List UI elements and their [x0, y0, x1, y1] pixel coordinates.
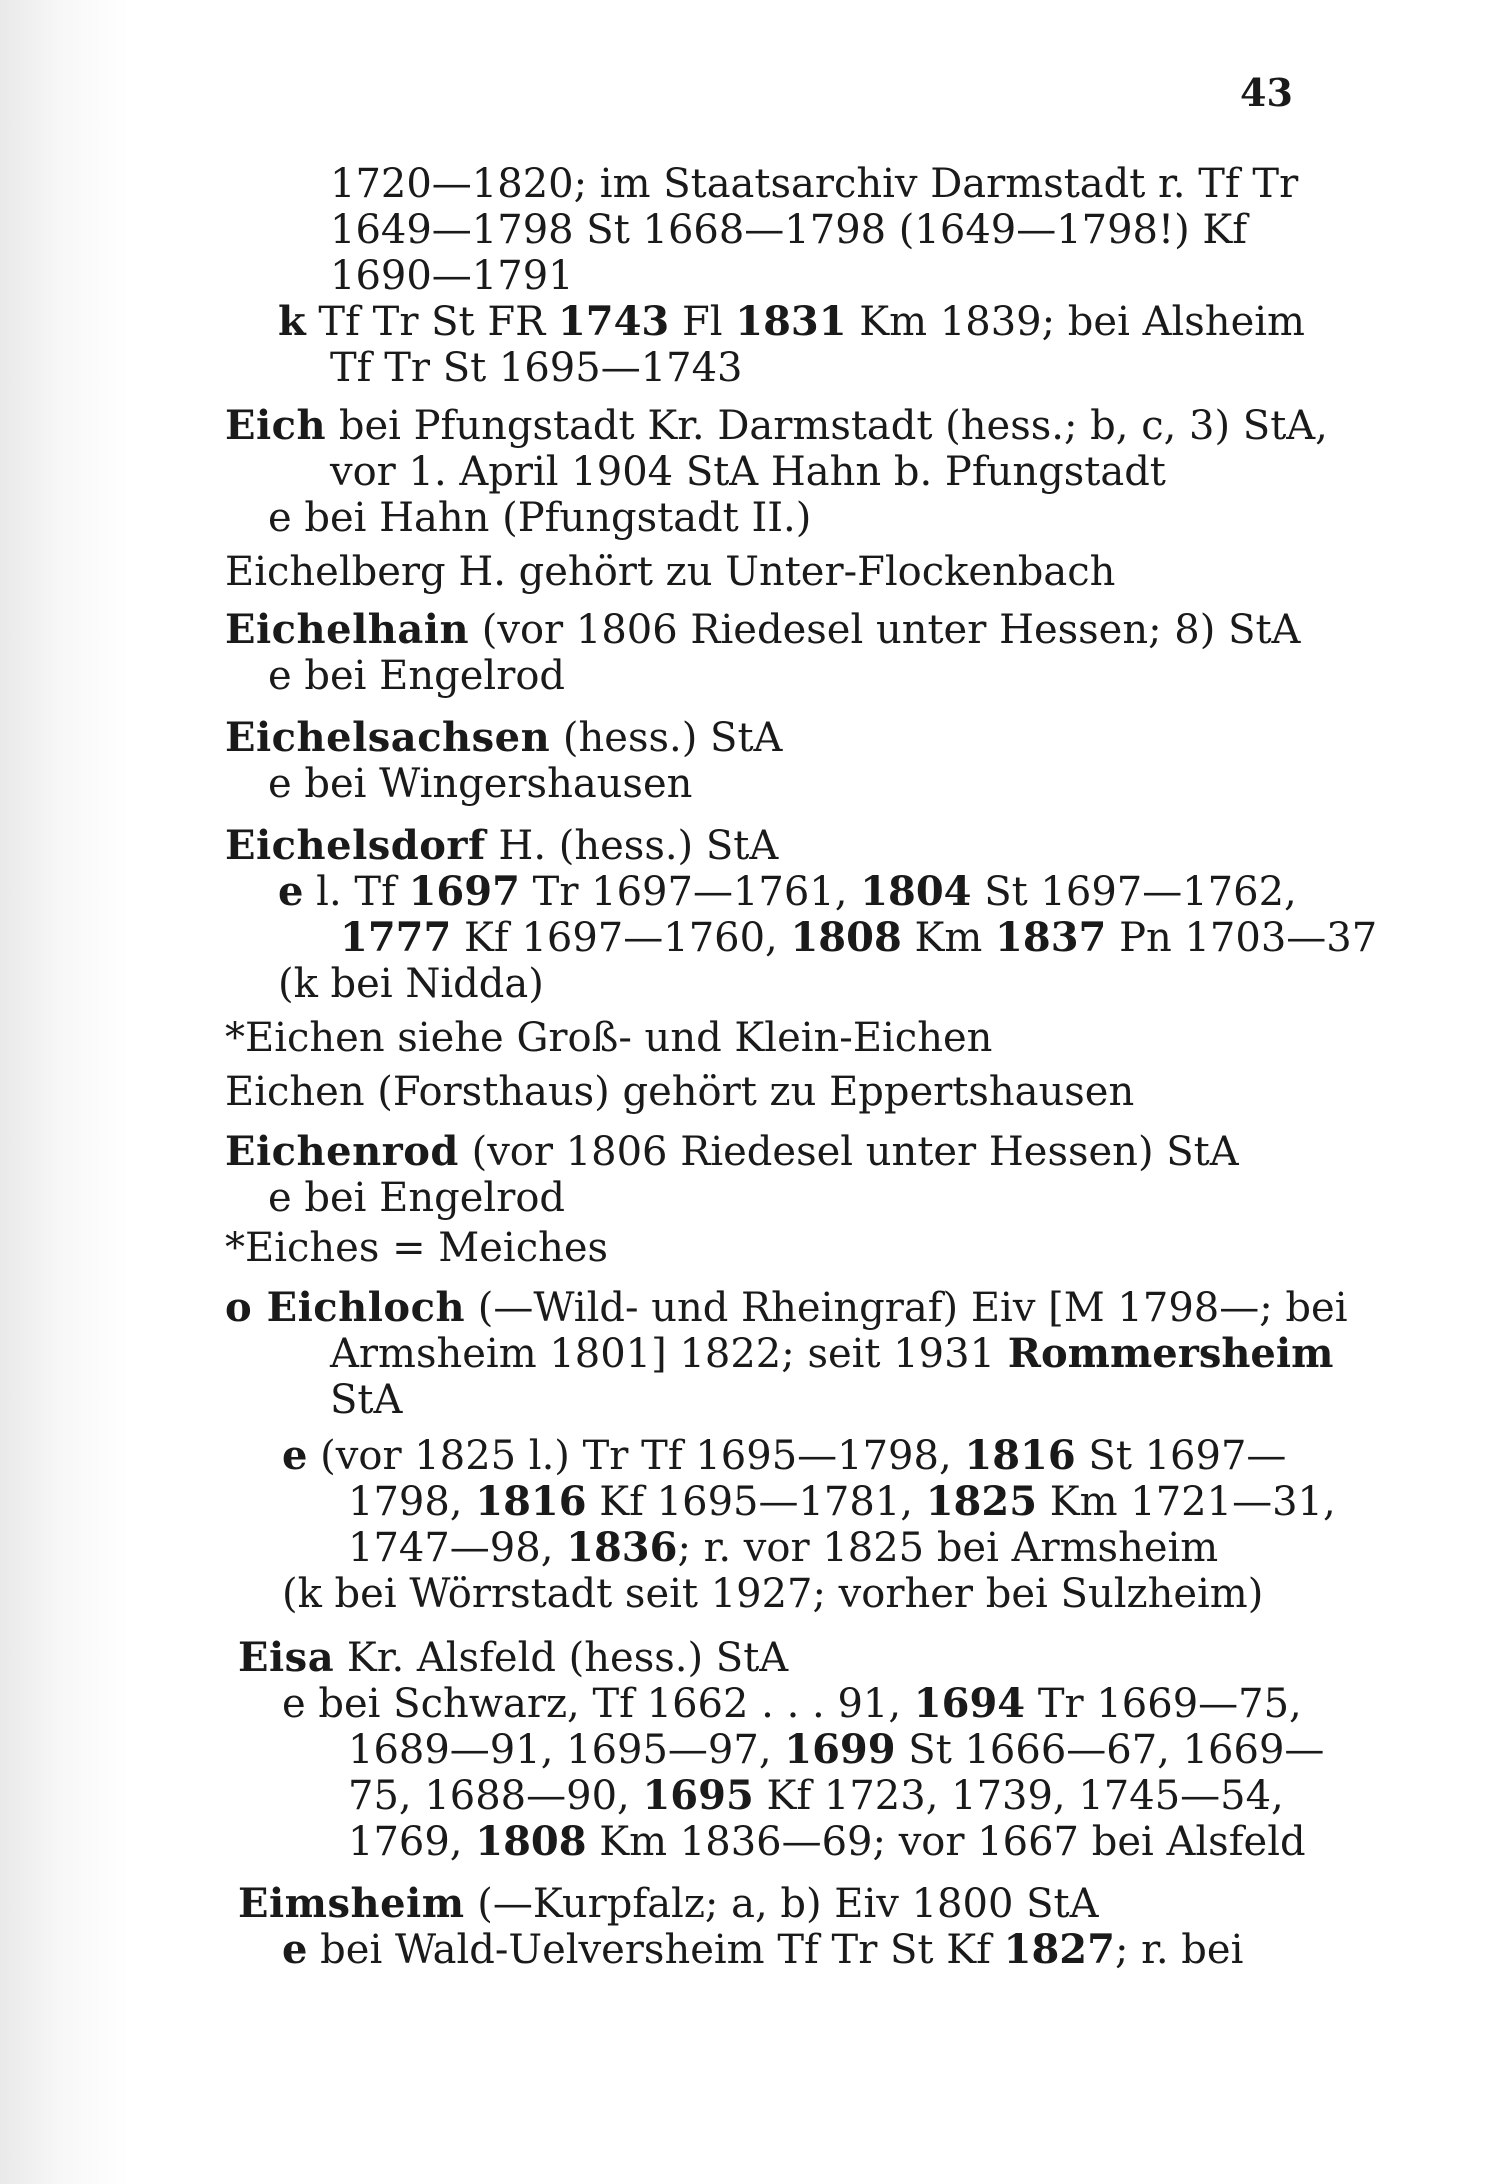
entry-line: 1798, 1816 Kf 1695—1781, 1825 Km 1721—31, [348, 1478, 1336, 1525]
entry-line: 1720—1820; im Staatsarchiv Darmstadt r. Tf Tr [330, 161, 1299, 207]
entry-line: Armsheim 1801] 1822; seit 1931 Rommersheim [330, 1330, 1334, 1377]
entry-eichelberg: Eichelberg H. gehört zu Unter-Flockenbach [225, 549, 1116, 595]
entry-line: e bei Hahn (Pfungstadt II.) [268, 495, 812, 541]
headword: Eichenrod [225, 1128, 459, 1175]
entry-eichelsachsen: Eichelsachsen (hess.) StA [225, 714, 783, 761]
entry-line: 75, 1688—90, 1695 Kf 1723, 1739, 1745—54, [348, 1772, 1284, 1819]
entry-line: e bei Engelrod [268, 653, 566, 699]
headword: Eichelhain [225, 606, 470, 653]
entry-line: k Tf Tr St FR 1743 Fl 1831 Km 1839; bei Alsheim [278, 298, 1305, 345]
entry-line: (k bei Nidda) [278, 961, 544, 1007]
entry-line: e (vor 1825 l.) Tr Tf 1695—1798, 1816 St 1697— [282, 1432, 1287, 1479]
entry-eichelsdorf: Eichelsdorf H. (hess.) StA [225, 822, 779, 869]
entry-eichenrod: Eichenrod (vor 1806 Riedesel unter Hessen) StA [225, 1128, 1239, 1175]
headword: Eich [225, 402, 327, 449]
entry-line: 1649—1798 St 1668—1798 (1649—1798!) Kf [330, 207, 1248, 253]
entry-line: 1777 Kf 1697—1760, 1808 Km 1837 Pn 1703—37 [340, 914, 1378, 961]
headword: Eisa [238, 1634, 335, 1681]
entry-line: vor 1. April 1904 StA Hahn b. Pfungstadt [330, 449, 1166, 495]
entry-eichen-ref: *Eichen siehe Groß- und Klein-Eichen [225, 1015, 993, 1061]
entry-eichelhain: Eichelhain (vor 1806 Riedesel unter Hessen; 8) StA [225, 606, 1301, 653]
headword: Eichelsachsen [225, 714, 551, 761]
page-number: 43 [1240, 70, 1293, 115]
entry-line: e bei Engelrod [268, 1175, 566, 1221]
headword: Eimsheim [238, 1880, 465, 1927]
entry-eisa: Eisa Kr. Alsfeld (hess.) StA [238, 1634, 789, 1681]
entry-eich: Eich bei Pfungstadt Kr. Darmstadt (hess.; b, c, 3) StA, [225, 402, 1328, 449]
entry-line: 1690—1791 [330, 253, 574, 299]
entry-line: 1747—98, 1836; r. vor 1825 bei Armsheim [348, 1524, 1219, 1571]
entry-line: 1769, 1808 Km 1836—69; vor 1667 bei Alsfeld [348, 1818, 1306, 1865]
entry-eichen-forsthaus: Eichen (Forsthaus) gehört zu Eppertshausen [225, 1069, 1135, 1115]
entry-eiches-ref: *Eiches = Meiches [225, 1225, 609, 1271]
entry-line: e bei Schwarz, Tf 1662 . . . 91, 1694 Tr 1669—75, [282, 1680, 1302, 1727]
headword: Eichelsdorf [225, 822, 486, 869]
entry-line: StA [330, 1377, 403, 1423]
entry-line: Tf Tr St 1695—1743 [330, 345, 743, 391]
entry-line: e l. Tf 1697 Tr 1697—1761, 1804 St 1697—1762, [278, 868, 1297, 915]
headword: o Eichloch [225, 1284, 466, 1331]
entry-line: e bei Wingershausen [268, 761, 693, 807]
entry-eimsheim: Eimsheim (—Kurpfalz; a, b) Eiv 1800 StA [238, 1880, 1099, 1927]
entry-line: e bei Wald-Uelversheim Tf Tr St Kf 1827; r. bei [282, 1926, 1244, 1973]
entry-line: 1689—91, 1695—97, 1699 St 1666—67, 1669— [348, 1726, 1325, 1773]
entry-line: (k bei Wörrstadt seit 1927; vorher bei Sulzheim) [282, 1571, 1264, 1617]
entry-eichloch: o Eichloch (—Wild- und Rheingraf) Eiv [M 1798—; bei [225, 1284, 1348, 1331]
